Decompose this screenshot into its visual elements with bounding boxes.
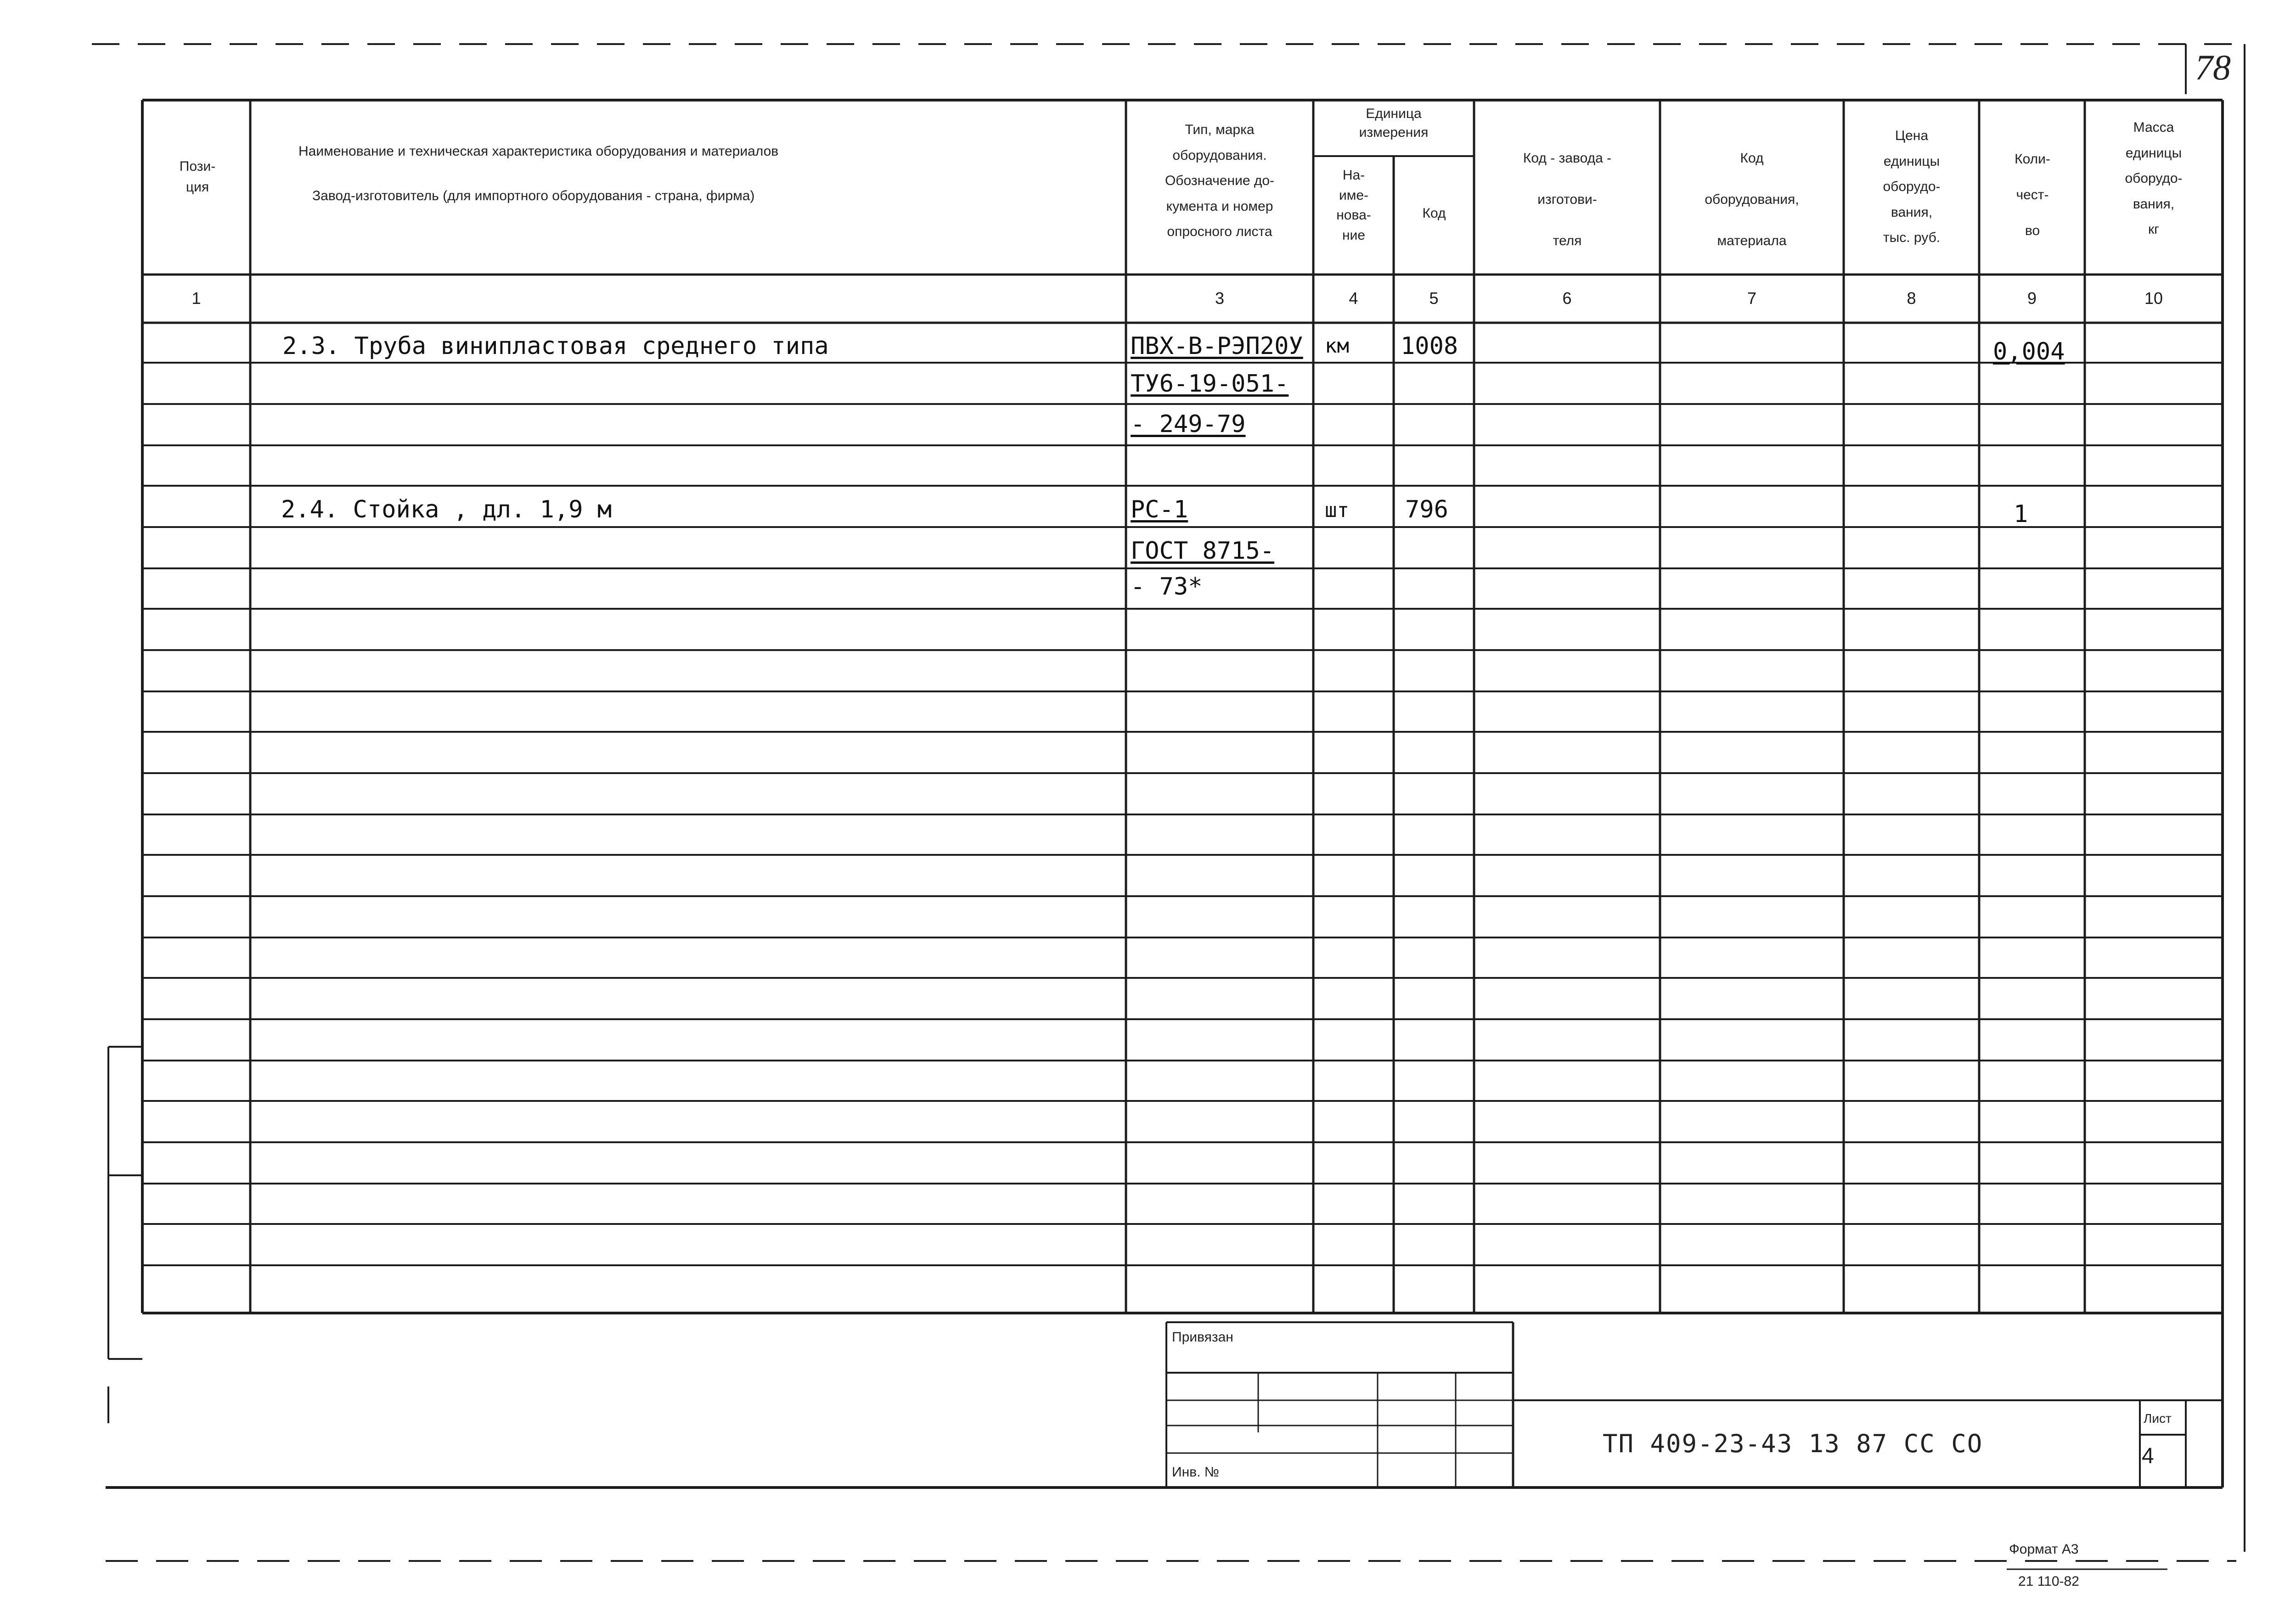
colnum-7: 7 xyxy=(1747,289,1757,308)
header-name-line1: Наименование и техническая характеристика оборудования и материалов xyxy=(298,144,779,159)
header-unit-name: На- име- нова- ние xyxy=(1336,168,1371,243)
entry-unit: шт xyxy=(1325,499,1349,522)
entry-unit: км xyxy=(1325,334,1349,358)
header-quantity: Коли- чест- во xyxy=(2015,152,2050,238)
colnum-8: 8 xyxy=(1907,289,1916,308)
entry-code: 1008 xyxy=(1401,332,1458,360)
entry-type-line: ГОСТ 8715- xyxy=(1131,537,1275,565)
sheet-label: Лист xyxy=(2144,1411,2172,1426)
header-manufacturer-code: Код - завода - изготови- теля xyxy=(1523,151,1612,248)
header-type: Тип, марка оборудования. Обозначение до- кумента и номер опросного листа xyxy=(1165,122,1275,239)
colnum-1: 1 xyxy=(191,289,201,308)
entry-type-line: - 249-79 xyxy=(1131,410,1246,438)
entry-name: 2.4. Стойка , дл. 1,9 м xyxy=(281,496,612,523)
entry-name: 2.3. Труба винипластовая среднего типа xyxy=(282,332,829,360)
header-unit-group: Единица измерения xyxy=(1359,106,1429,140)
header-position: Пози- ция xyxy=(179,159,216,195)
colnum-4: 4 xyxy=(1349,289,1358,308)
colnum-10: 10 xyxy=(2144,289,2163,308)
header-price: Цена единицы оборудо- вания, тыс. руб. xyxy=(1883,128,1941,245)
entry-code: 796 xyxy=(1405,496,1448,523)
header-mass: Масса единицы оборудо- вания, кг xyxy=(2125,120,2183,237)
entry-type-line: ТУ6-19-051- xyxy=(1131,370,1289,398)
inventory-label: Инв. № xyxy=(1172,1465,1219,1480)
header-name-line2: Завод-изготовитель (для импортного оборудования - страна, фирма) xyxy=(312,188,755,203)
colnum-6: 6 xyxy=(1562,289,1572,308)
header-unit-code: Код xyxy=(1422,206,1446,221)
entry-type-line: ПВХ-В-РЭП20У xyxy=(1131,332,1303,360)
colnum-3: 3 xyxy=(1215,289,1225,308)
sheet-number: 4 xyxy=(2142,1444,2154,1468)
stamp-code: 21 110-82 xyxy=(2018,1574,2079,1589)
entry-quantity: 1 xyxy=(2014,500,2028,528)
header-equipment-code: Код оборудования, материала xyxy=(1705,151,1799,248)
format-label: Формат А3 xyxy=(2009,1542,2079,1557)
document-designation: ТП 409-23-43 13 87 СС СО xyxy=(1603,1429,1983,1458)
bound-label: Привязан xyxy=(1172,1330,1233,1345)
page-number: 78 xyxy=(2195,47,2231,87)
entry-type-line: - 73* xyxy=(1131,573,1203,601)
entry-quantity: 0,004 xyxy=(1993,338,2065,365)
colnum-9: 9 xyxy=(2027,289,2037,308)
entry-type-line: РС-1 xyxy=(1131,496,1188,523)
colnum-5: 5 xyxy=(1429,289,1439,308)
